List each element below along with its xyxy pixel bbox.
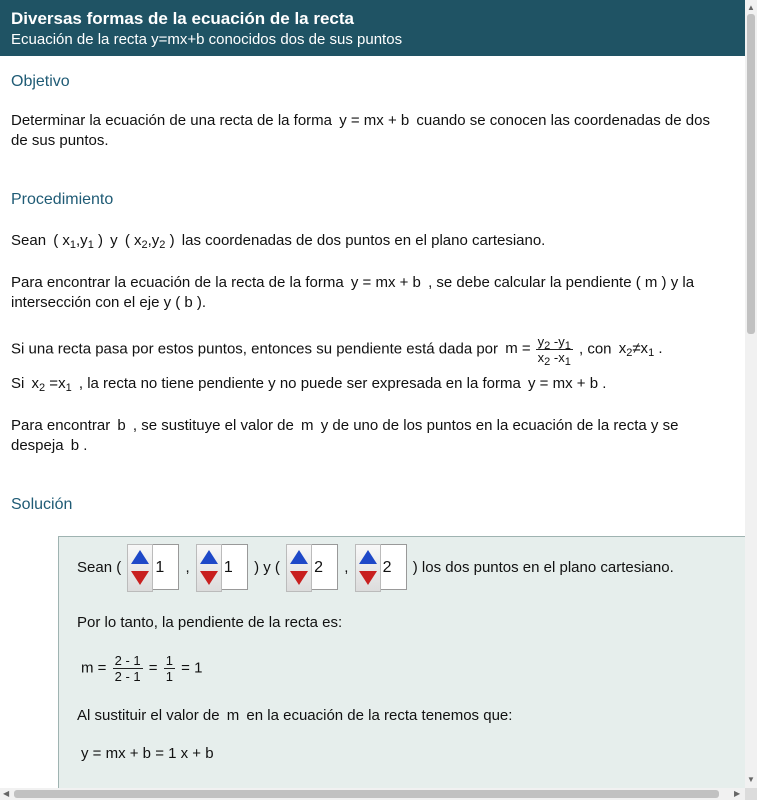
x2-value[interactable]: 2 <box>312 544 338 590</box>
text: , <box>344 559 349 576</box>
variable-m: m <box>301 417 314 434</box>
procedimiento-p2-line-1 <box>11 273 694 293</box>
text: = <box>148 659 158 677</box>
horizontal-scrollbar[interactable] <box>0 788 745 800</box>
denominator: 2 - 1 <box>114 669 141 684</box>
text: Sean <box>11 232 47 249</box>
y1-value[interactable]: 1 <box>222 544 248 590</box>
text: , <box>185 559 190 576</box>
scroll-up-icon[interactable]: ▲ <box>747 3 755 12</box>
variable-b: b . <box>70 437 88 454</box>
solution-panel <box>58 536 745 788</box>
section-objetivo-heading: Objetivo <box>11 73 70 90</box>
numerator: 2 - 1 <box>114 653 141 668</box>
text: despeja <box>11 437 64 454</box>
slope-fraction-simplified <box>164 653 175 684</box>
y2-stepper-arrows[interactable] <box>355 544 381 592</box>
x1-value[interactable]: 1 <box>153 544 179 590</box>
text: cuando se conocen las coordenadas de dos <box>416 112 710 129</box>
variable-m: m <box>226 707 240 724</box>
procedimiento-p4 <box>11 374 609 394</box>
procedimiento-p5-line-2 <box>11 436 90 456</box>
procedimiento-p1 <box>11 231 545 251</box>
section-procedimiento-heading: Procedimiento <box>11 191 114 208</box>
arrow-up-icon[interactable] <box>200 550 218 564</box>
text: Si <box>11 375 25 392</box>
text: ) y ( <box>254 559 280 576</box>
text: m = <box>81 659 107 677</box>
x2-stepper[interactable] <box>286 544 338 592</box>
arrow-up-icon[interactable] <box>290 550 308 564</box>
y1-stepper[interactable] <box>196 544 248 592</box>
x1-stepper[interactable] <box>127 544 179 592</box>
procedimiento-p5-line-1 <box>11 416 678 436</box>
section-solucion-heading: Solución <box>11 496 73 513</box>
point-1-symbolic: ( $x_1,y_1$ ) <box>53 232 103 251</box>
procedimiento-p3 <box>11 334 666 368</box>
x1-stepper-arrows[interactable] <box>127 544 153 592</box>
text: en la ecuación de la recta tenemos que: <box>246 707 513 724</box>
slope-formula: $\frac{y_2 -y_1}{x_2 -x_1}$ <box>537 334 571 368</box>
slope-result: = 1 <box>181 659 203 677</box>
text: Para encontrar <box>11 417 111 434</box>
procedimiento-p2-line-2: intersección con el eje y ( b ). <box>11 294 207 311</box>
text: , la recta no tiene pendiente y no puede ser expresada en la forma <box>78 375 521 392</box>
point-2-symbolic: ( $x_2,y_2$ ) <box>124 232 175 251</box>
arrow-up-icon[interactable] <box>131 550 149 564</box>
text: Para encontrar la ecuación de la recta de la forma <box>11 274 344 291</box>
y2-stepper[interactable] <box>355 544 407 592</box>
vertical-scrollbar[interactable] <box>745 0 757 788</box>
formula: y = mx + b <box>339 112 410 129</box>
equation-result: y = mx + b = 1 x + b <box>81 745 214 762</box>
objetivo-line-2: de sus puntos. <box>11 132 109 149</box>
text: y de uno de los puntos en la ecuación de la recta y se <box>320 417 679 434</box>
slope-symbol: m = <box>505 340 531 358</box>
sustituir-text <box>77 706 512 726</box>
condition-formula: $x_2\ne x_1$ . <box>618 340 663 360</box>
vertical-condition: $x_2 =x_1$ <box>31 375 72 394</box>
text: Si una recta pasa por estos puntos, entonces su pendiente está dada por <box>11 340 499 358</box>
horizontal-scroll-thumb[interactable] <box>14 790 719 798</box>
text: , se debe calcular la pendiente ( m ) y la <box>428 274 695 291</box>
text: Al sustituir el valor de <box>77 707 220 724</box>
scroll-left-icon[interactable]: ◀ <box>3 789 10 798</box>
page-header <box>0 0 745 56</box>
text: y <box>110 232 118 249</box>
text: , con <box>579 340 612 358</box>
arrow-down-icon[interactable] <box>359 571 377 585</box>
formula: y = mx + b <box>350 274 421 291</box>
scroll-right-icon[interactable]: ▶ <box>734 789 741 798</box>
y1-stepper-arrows[interactable] <box>196 544 222 592</box>
content-viewport <box>0 56 745 788</box>
vertical-scroll-thumb[interactable] <box>747 14 755 334</box>
y2-value[interactable]: 2 <box>381 544 407 590</box>
slope-fraction <box>113 653 143 684</box>
text: las coordenadas de dos puntos en el plano cartesiano. <box>181 232 546 249</box>
page-subtitle: Ecuación de la recta y=mx+b conocidos dos de sus puntos <box>11 31 403 48</box>
denominator: 1 <box>165 669 173 684</box>
page-title: Diversas formas de la ecuación de la recta <box>11 9 355 28</box>
formula: y = mx + b . <box>528 375 607 392</box>
arrow-up-icon[interactable] <box>359 550 377 564</box>
text: ) los dos puntos en el plano cartesiano. <box>412 559 674 576</box>
objetivo-line-1 <box>11 111 710 131</box>
text: Determinar la ecuación de una recta de la forma <box>11 112 333 129</box>
x2-stepper-arrows[interactable] <box>286 544 312 592</box>
text: , se sustituye el valor de <box>132 417 294 434</box>
variable-b: b <box>117 417 126 434</box>
scrollbar-corner <box>745 788 757 800</box>
points-input-row <box>77 544 674 592</box>
scroll-down-icon[interactable]: ▼ <box>747 775 755 784</box>
text: Sean ( <box>77 559 122 576</box>
arrow-down-icon[interactable] <box>131 571 149 585</box>
slope-calculation <box>81 653 202 684</box>
arrow-down-icon[interactable] <box>200 571 218 585</box>
arrow-down-icon[interactable] <box>290 571 308 585</box>
numerator: 1 <box>165 653 173 668</box>
pendiente-text: Por lo tanto, la pendiente de la recta es: <box>77 614 343 631</box>
